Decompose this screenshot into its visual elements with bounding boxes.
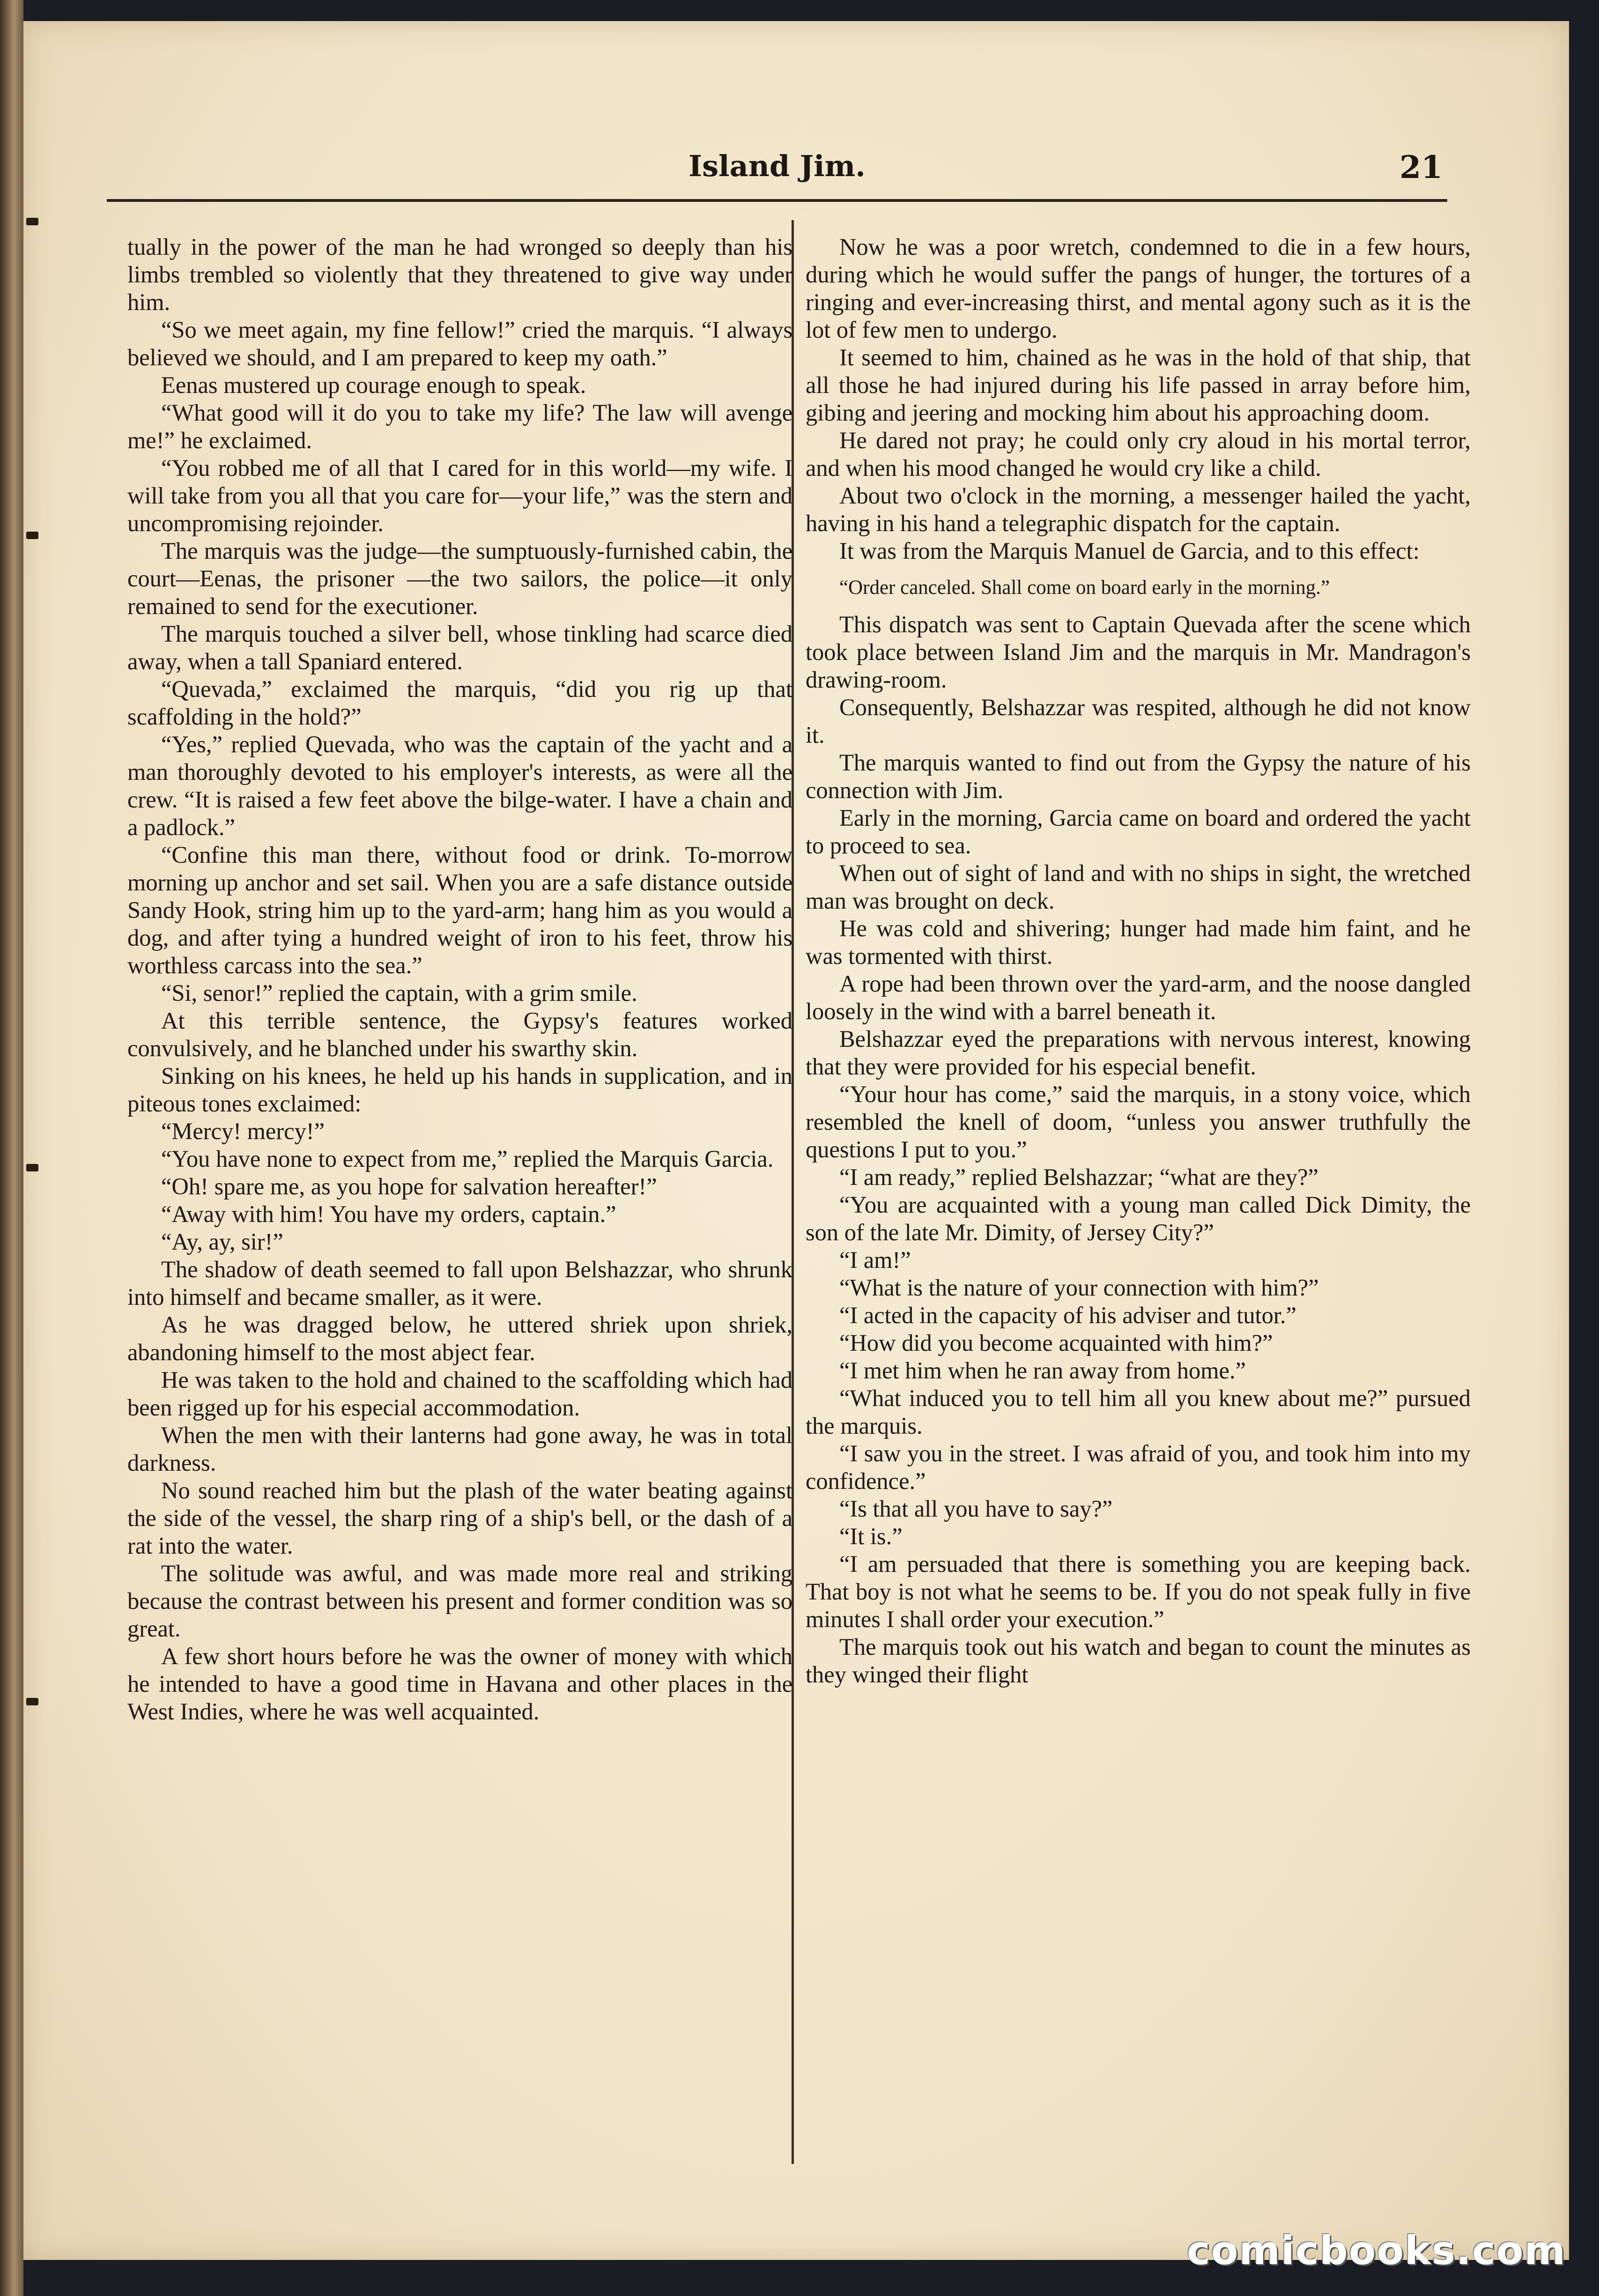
paragraph: Now he was a poor wretch, condemned to die in a few hours, during which he would suffer the pangs of hunger, the tortures of a ringing and ever-increasing thirst, and mental agony such as it is the lot of few men to undergo. [806,234,1471,343]
paragraph: It was from the Marquis Manuel de Garcia, and to this effect: [839,538,1420,564]
paragraph: The marquis took out his watch and began to count the minutes as they winged their flight [806,1634,1471,1688]
paragraph: A rope had been thrown over the yard-arm, and the noose dangled loosely in the wind with a barrel beneath it. [806,970,1471,1024]
paragraph: “Si, senor!” replied the captain, with a grim smile. [161,980,637,1006]
paragraph: He dared not pray; he could only cry aloud in his mortal terror, and when his mood changed he would cry like a child. [806,427,1471,481]
paragraph: The marquis was the judge—the sumptuously-furnished cabin, the court—Eenas, the prisoner —the two sailors, the police—it only remained to send for the executioner. [127,538,792,619]
paragraph: “Quevada,” exclaimed the marquis, “did you rig up that scaffolding in the hold?” [127,676,792,730]
binding-mark [26,218,38,225]
left-column [127,233,792,1726]
page-title: Island Jim. [688,149,866,183]
site-watermark: comicbooks.com [1187,2228,1566,2274]
paragraph: At this terrible sentence, the Gypsy's features worked convulsively, and he blanched under his swarthy skin. [127,1007,792,1061]
paragraph: tually in the power of the man he had wronged so deeply than his limbs trembled so violently that they threatened to give way under him. [127,234,792,315]
book-spine [0,0,23,2296]
binding-mark [26,1698,38,1705]
paragraph: The shadow of death seemed to fall upon Belshazzar, who shrunk into himself and became smaller, as it were. [127,1256,792,1310]
paragraph: “What induced you to tell him all you knew about me?” pursued the marquis. [806,1385,1471,1439]
header-rule [107,199,1447,202]
paragraph: The solitude was awful, and was made more real and striking because the contrast between his present and former condition was so great. [127,1560,792,1642]
paragraph: “You have none to expect from me,” replied the Marquis Garcia. [161,1146,774,1172]
paragraph: No sound reached him but the plash of the water beating against the side of the vessel, the sharp ring of a ship's bell, or the dash of a rat into the water. [127,1477,792,1559]
running-header [107,149,1447,200]
paragraph: “Away with him! You have my orders, captain.” [161,1201,616,1227]
paragraph: “I am ready,” replied Belshazzar; “what are they?” [839,1164,1318,1190]
paragraph: He was taken to the hold and chained to the scaffolding which had been rigged up for his especial accommodation. [127,1367,792,1421]
paragraph: Eenas mustered up courage enough to speak. [161,372,586,398]
paragraph: Consequently, Belshazzar was respited, although he did not know it. [806,694,1471,748]
binding-mark [26,1164,38,1171]
binding-mark [26,532,38,539]
page-number: 21 [1399,149,1443,185]
paragraph: About two o'clock in the morning, a messenger hailed the yacht, having in his hand a telegraphic dispatch for the captain. [806,482,1471,536]
paragraph: The marquis touched a silver bell, whose tinkling had scarce died away, when a tall Spaniard entered. [127,621,792,674]
paragraph: When out of sight of land and with no ships in sight, the wretched man was brought on deck. [806,860,1471,914]
paragraph: “I saw you in the street. I was afraid of you, and took him into my confidence.” [806,1440,1471,1494]
paragraph: “I acted in the capacity of his adviser and tutor.” [839,1302,1296,1328]
paragraph: “Mercy! mercy!” [161,1118,325,1144]
paragraph: As he was dragged below, he uttered shriek upon shriek, abandoning himself to the most abject fear. [127,1311,792,1365]
paragraph: He was cold and shivering; hunger had made him faint, and he was tormented with thirst. [806,915,1471,969]
paragraph: This dispatch was sent to Captain Quevada after the scene which took place between Island Jim and the marquis in Mr. Mandragon's drawing-room. [806,611,1471,693]
paragraph: “What good will it do you to take my life? The law will avenge me!” he exclaimed. [127,400,792,453]
paragraph: “So we meet again, my fine fellow!” cried the marquis. “I always believed we should, and I am prepared to keep my oath.” [127,317,792,370]
paragraph: “I met him when he ran away from home.” [839,1357,1246,1384]
paragraph: It seemed to him, chained as he was in the hold of that ship, that all those he had injured during his life passed in array before him, gibing and jeering and mocking him about his approaching doom. [806,344,1471,426]
paragraph: “Confine this man there, without food or drink. To-morrow morning up anchor and set sail. When you are a safe distance outside Sandy Hook, string him up to the yard-arm; hang him as you would a dog, and after tying a hundred weight of iron to his feet, throw his worthless carcass into the sea.” [127,842,792,978]
right-column [806,233,1471,1689]
paragraph: “Is that all you have to say?” [839,1496,1113,1522]
paragraph: “Your hour has come,” said the marquis, in a stony voice, which resembled the knell of doom, “unless you answer truthfully the questions I put to you.” [806,1081,1471,1163]
paragraph: “I am!” [839,1247,911,1273]
paragraph: “How did you become acquainted with him?” [839,1330,1273,1356]
paragraph: “You are acquainted with a young man called Dick Dimity, the son of the late Mr. Dimity, of Jersey City?” [806,1192,1471,1245]
paragraph: “It is.” [839,1523,903,1549]
paragraph: “You robbed me of all that I cared for in this world—my wife. I will take from you all that you care for—your life,” was the stern and uncompromising rejoinder. [127,455,792,536]
paragraph: “Oh! spare me, as you hope for salvation hereafter!” [161,1173,657,1200]
paragraph: Sinking on his knees, he held up his hands in supplication, and in piteous tones exclaimed: [127,1063,792,1117]
paragraph: The marquis wanted to find out from the Gypsy the nature of his connection with Jim. [806,749,1471,803]
paragraph: “Ay, ay, sir!” [161,1229,283,1255]
paragraph: “What is the nature of your connection with him?” [839,1274,1319,1301]
paragraph: Belshazzar eyed the preparations with nervous interest, knowing that they were provided for his especial benefit. [806,1026,1471,1080]
paragraph: “I am persuaded that there is something you are keeping back. That boy is not what he seems to be. If you do not speak fully in five minutes I shall order your execution.” [806,1551,1471,1632]
paragraph: “Yes,” replied Quevada, who was the captain of the yacht and a man thoroughly devoted to his employer's interests, as were all the crew. “It is raised a few feet above the bilge-water. I have a chain and a padlock.” [127,731,792,840]
paragraph: A few short hours before he was the owner of money with which he intended to have a good time in Havana and other places in the West Indies, where he was well acquainted. [127,1643,792,1725]
paragraph: Early in the morning, Garcia came on board and ordered the yacht to proceed to sea. [806,805,1471,859]
paragraph: When the men with their lanterns had gone away, he was in total darkness. [127,1422,792,1476]
telegram-quote: “Order canceled. Shall come on board early in the morning.” [839,577,1330,599]
